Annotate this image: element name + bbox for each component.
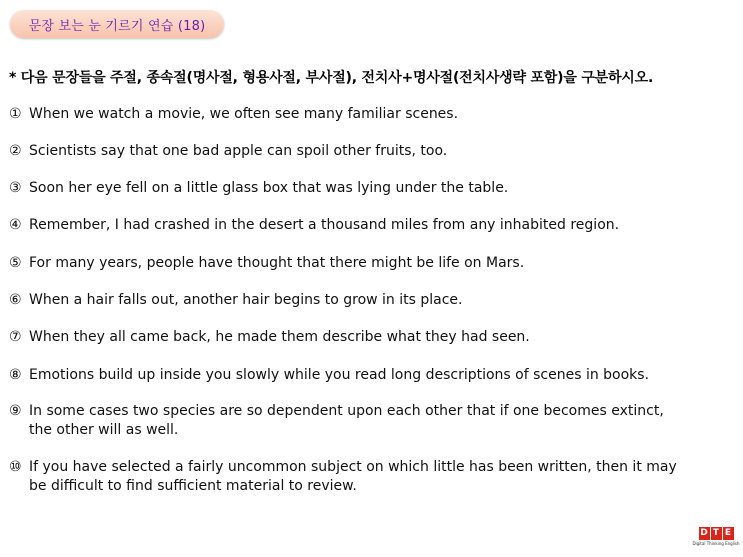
list-item-2 xyxy=(9,142,447,161)
item-number: ⑧ xyxy=(9,367,22,383)
item-text: When a hair falls out, another hair begins to grow in its place. xyxy=(29,292,463,308)
page-title: 문장 보는 눈 기르기 연습 (18) xyxy=(10,10,224,38)
item-text: In some cases two species are so dependent upon each other that if one becomes extinct, the other will as well. xyxy=(29,403,664,438)
item-number: ⑦ xyxy=(9,329,22,345)
item-number: ② xyxy=(9,143,22,159)
item-number: ④ xyxy=(9,217,22,233)
list-item-8 xyxy=(9,366,649,385)
item-number: ① xyxy=(9,106,22,122)
item-text: Soon her eye fell on a little glass box that was lying under the table. xyxy=(29,180,509,196)
list-item-7 xyxy=(9,328,530,347)
item-text: When we watch a movie, we often see many familiar scenes. xyxy=(29,106,459,122)
list-item-6 xyxy=(9,291,463,310)
item-number: ③ xyxy=(9,180,22,196)
item-number: ⑥ xyxy=(9,292,22,308)
dte-logo xyxy=(692,527,740,551)
list-item-1 xyxy=(9,105,458,124)
list-item-3 xyxy=(9,179,508,198)
item-text: Scientists say that one bad apple can spoil other fruits, too. xyxy=(29,143,448,159)
item-text: If you have selected a fairly uncommon subject on which little has been written, then it may be difficult to find sufficient material to review. xyxy=(29,459,677,494)
list-item-4 xyxy=(9,216,619,235)
logo-letter: D xyxy=(700,528,708,538)
item-number: ⑤ xyxy=(9,255,22,271)
list-item-9 xyxy=(9,402,664,440)
item-text: Emotions build up inside you slowly while you read long descriptions of scenes in books. xyxy=(29,367,650,383)
logo-subtitle: Digital Thinking English xyxy=(692,541,740,546)
list-item-5 xyxy=(9,254,524,273)
logo-mark xyxy=(699,527,734,540)
list-item-10 xyxy=(9,458,677,496)
item-text: Remember, I had crashed in the desert a thousand miles from any inhabited region. xyxy=(29,217,620,233)
item-text: For many years, people have thought that there might be life on Mars. xyxy=(29,255,525,271)
logo-letter: E xyxy=(723,527,734,540)
item-text: When they all came back, he made them describe what they had seen. xyxy=(29,329,530,345)
item-number: ⑨ xyxy=(9,403,22,419)
logo-letter: T xyxy=(711,527,722,540)
instruction-text: * 다음 문장들을 주절, 종속절(명사절, 형용사절, 부사절), 전치사+명사절(전치사생략 포함)을 구분하시오. xyxy=(9,70,654,86)
item-number: ⑩ xyxy=(9,459,22,475)
